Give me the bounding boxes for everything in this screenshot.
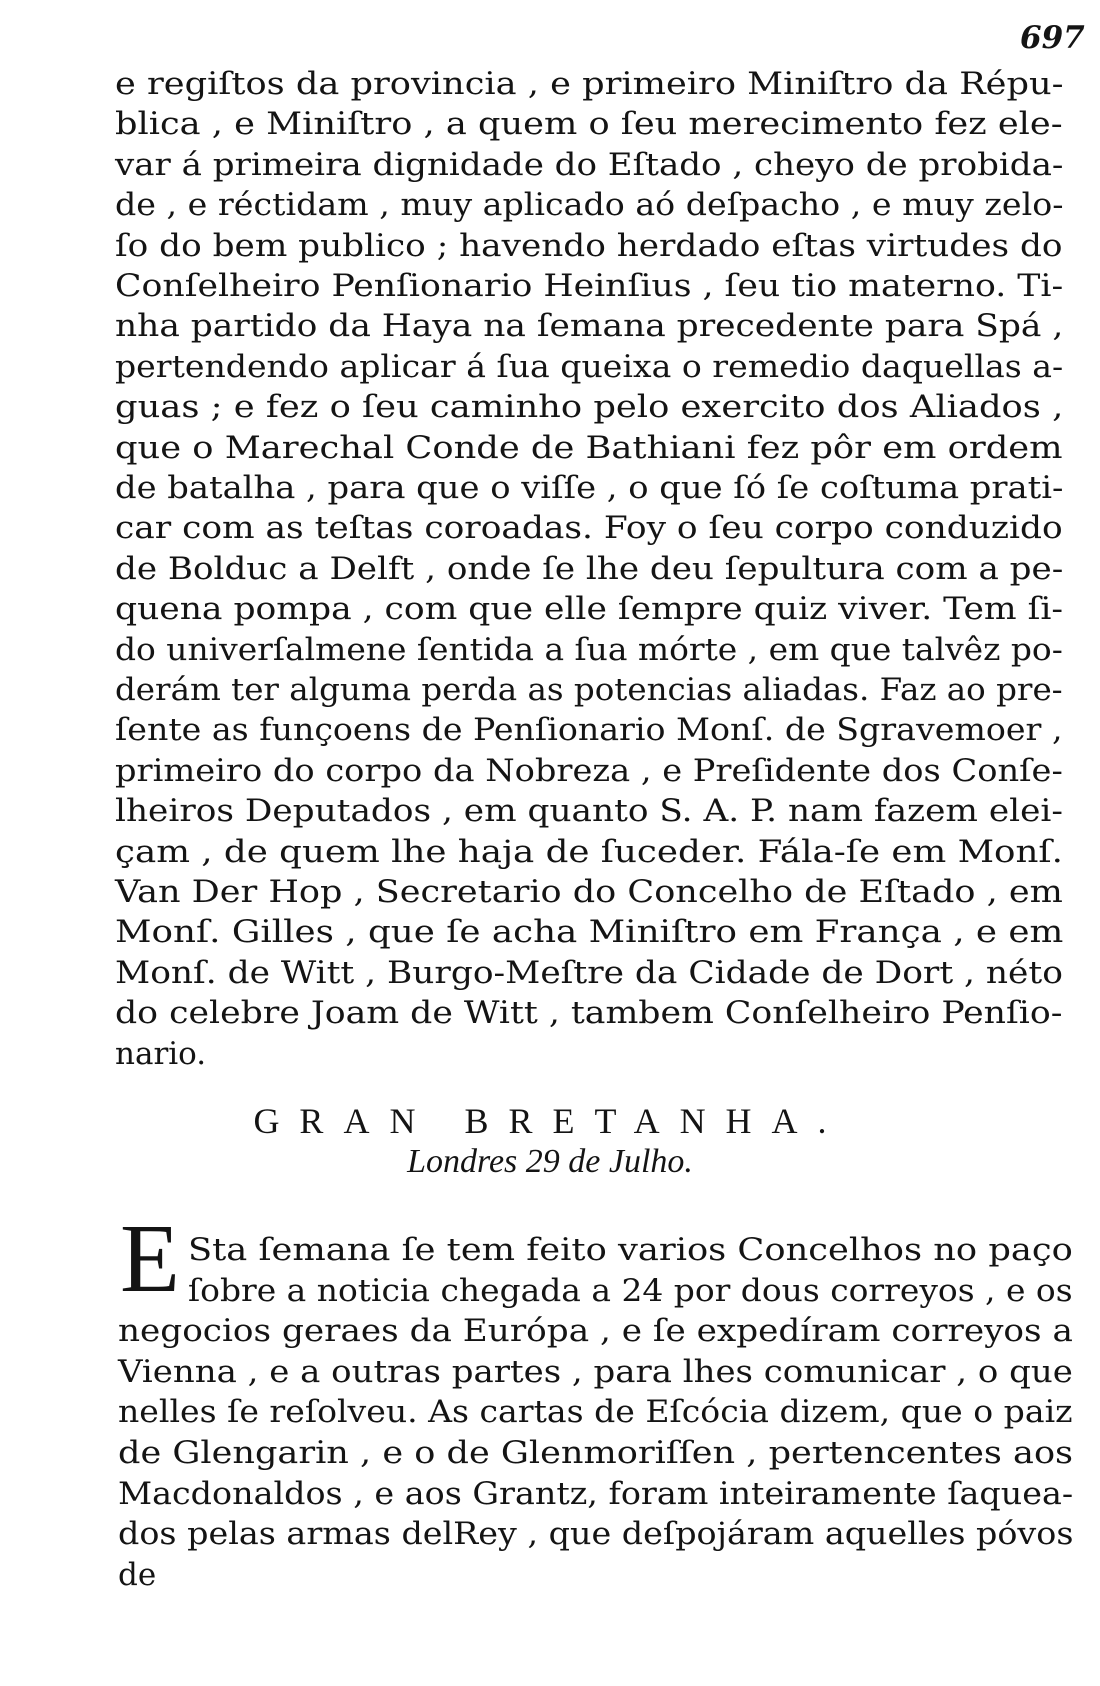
text-line: car com as teſtas coroadas. Foy o ſeu corpo conduzido — [115, 510, 1063, 547]
text-line: nario. — [115, 1035, 207, 1072]
text-line: que o Marechal Conde de Bathiani fez pôr em ordem — [115, 429, 1063, 466]
text-line: Vienna , e a outras partes , para lhes comunicar , o que — [118, 1353, 1073, 1390]
text-line: negocios geraes da Európa , e ſe expedíram correyos a — [118, 1313, 1073, 1350]
text-line: e regiſtos da provincia , e primeiro Miniſtro da Répu- — [115, 66, 1064, 102]
text-line: Van Der Hop , Secretario do Concelho de Eſtado , em — [115, 874, 1063, 910]
text-line: ſente as funçoens de Penſionario Monſ. de Sgravemoer , — [115, 712, 1063, 749]
section-heading: GRAN BRETANHA. — [253, 1101, 847, 1141]
text-line: çam , de quem lhe haja de ſuceder. Fála-ſe em Monſ. — [115, 833, 1063, 870]
text-line: ſobre a noticia chegada a 24 por dous correyos , e os — [188, 1272, 1073, 1309]
text-line: guas ; e fez o ſeu caminho pelo exercito dos Aliados , — [115, 389, 1064, 426]
text-line: de — [118, 1556, 157, 1593]
text-line: Macdonaldos , e aos Grantz, foram inteiramente ſaquea- — [118, 1475, 1074, 1512]
text-line: primeiro do corpo da Nobreza , e Preſidente dos Conſe- — [115, 752, 1063, 789]
text-line: do celebre Joam de Witt , tambem Conſelheiro Penſio- — [115, 995, 1063, 1032]
text-line: do univerſalmene ſentida a ſua mórte , em que talvêz po- — [115, 631, 1063, 668]
text-line: derám ter alguma perda as potencias aliadas. Faz ao pre- — [115, 672, 1063, 708]
text-line: var á primeira dignidade do Eſtado , cheyo de probida- — [115, 146, 1064, 183]
text-line: Conſelheiro Penſionario Heinſius , ſeu tio materno. Ti- — [115, 268, 1064, 304]
text-line: quena pompa , com que elle ſempre quiz viver. Tem ſi- — [115, 591, 1064, 628]
text-line: de Glengarin , e o de Glenmoriſſen , pertencentes aos — [118, 1435, 1074, 1471]
text-line: ſo do bem publico ; havendo herdado eſtas virtudes do — [115, 227, 1063, 264]
text-line: nha partido da Haya na ſemana precedente para Spá , — [115, 308, 1064, 345]
text-line: pertendendo aplicar á ſua queixa o remedio daquellas a- — [115, 348, 1064, 385]
text-line: lheiros Deputados , em quanto S. A. P. nam fazem elei- — [115, 793, 1063, 830]
text-line: de batalha , para que o viſſe , o que ſó ſe coſtuma prati- — [115, 470, 1064, 506]
text-line: Monſ. Gilles , que ſe acha Miniſtro em França , e em — [115, 914, 1064, 951]
text-line: dos pelas armas delRey , que deſpojáram aquelles póvos — [118, 1516, 1074, 1553]
section-dateline: Londres 29 de Julho. — [407, 1143, 693, 1180]
text-line: nelles ſe reſolveu. As cartas de Eſcócia dizem, que o paiz — [118, 1394, 1073, 1431]
page-number: 697 — [1020, 20, 1085, 56]
drop-cap-initial: E — [120, 1205, 180, 1313]
text-line: blica , e Miniſtro , a quem o ſeu merecimento fez ele- — [115, 106, 1063, 143]
text-line: de Bolduc a Delft , onde ſe lhe deu ſepultura com a pe- — [115, 550, 1064, 587]
text-line: de , e réctidam , muy aplicado aó deſpacho , e muy zelo- — [115, 187, 1064, 224]
text-line: Sta ſemana ſe tem feito varios Concelhos no paço — [188, 1232, 1073, 1268]
text-line: Monſ. de Witt , Burgo-Meſtre da Cidade de Dort , néto — [115, 954, 1063, 991]
